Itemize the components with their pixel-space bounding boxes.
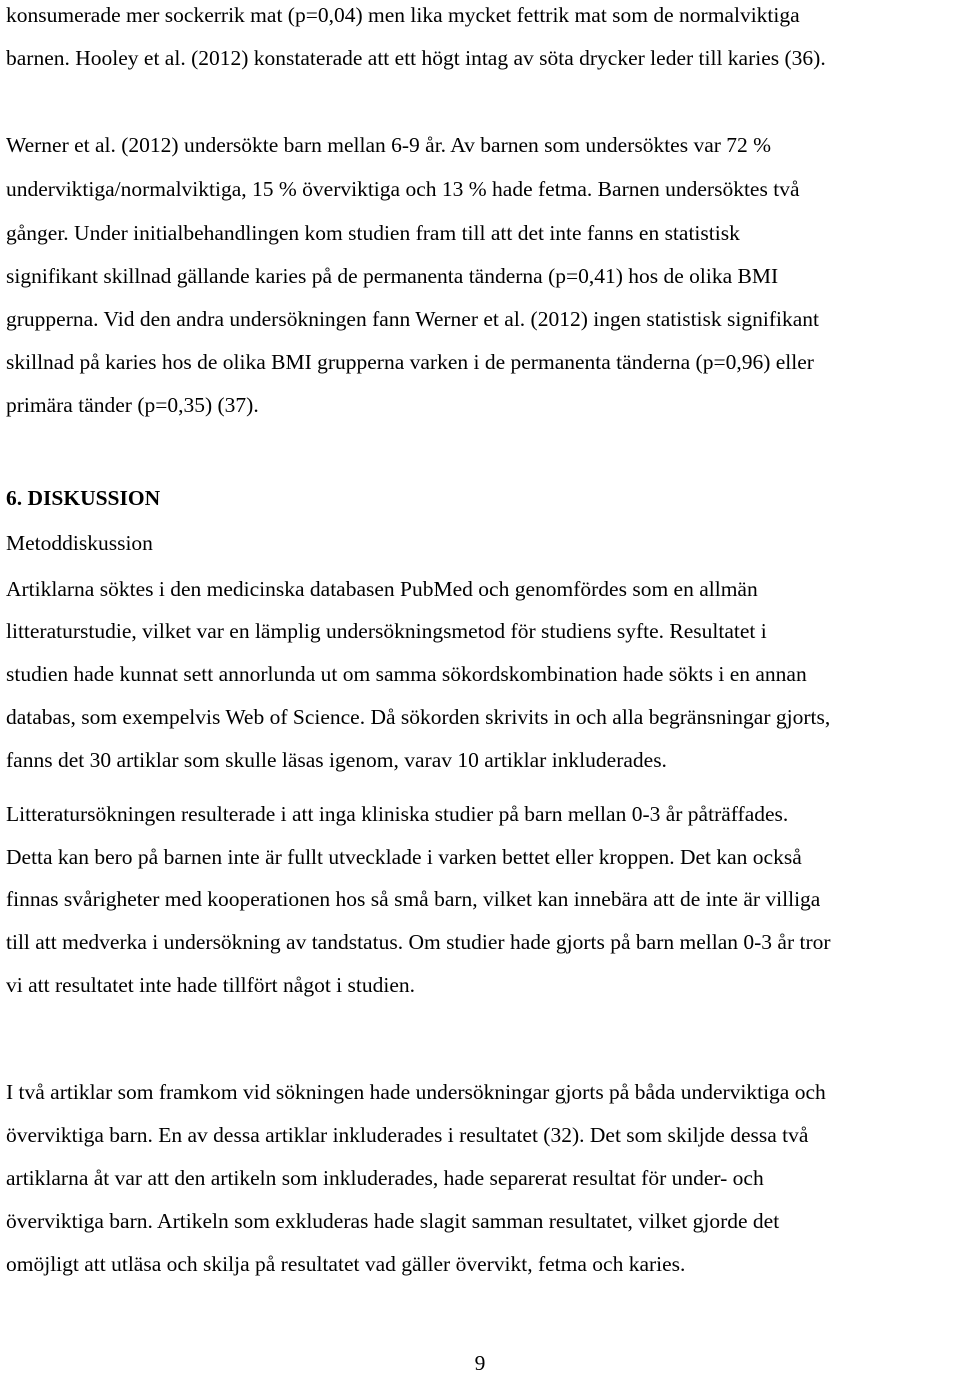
text-line: Werner et al. (2012) undersökte barn mellan 6-9 år. Av barnen som undersöktes var 72 % [6,133,772,157]
document-page [6,0,956,1374]
text-line: omöjligt att utläsa och skilja på resultatet vad gäller övervikt, fetma och karies. [6,1252,686,1276]
subsection-heading: Metoddiskussion [6,531,153,555]
text-line: primära tänder (p=0,35) (37). [6,393,259,417]
text-line: barnen. Hooley et al. (2012) konstaterade att ett högt intag av söta drycker leder till karies (36). [6,46,826,70]
text-line: konsumerade mer sockerrik mat (p=0,04) men lika mycket fettrik mat som de normalviktiga [6,3,800,27]
section-heading: 6. DISKUSSION [6,486,161,510]
text-line: Detta kan bero på barnen inte är fullt utvecklade i varken bettet eller kroppen. Det kan också [6,845,802,869]
text-line: litteraturstudie, vilket var en lämplig undersökningsmetod för studiens syfte. Resultatet i [6,619,767,643]
text-line: grupperna. Vid den andra undersökningen fann Werner et al. (2012) ingen statistisk signifikant [6,307,819,331]
text-line: finnas svårigheter med kooperationen hos så små barn, vilket kan innebära att de inte är villiga [6,887,821,911]
text-line: gånger. Under initialbehandlingen kom studien fram till att det inte fanns en statistisk [6,221,740,245]
text-line: skillnad på karies hos de olika BMI grupperna varken i de permanenta tänderna (p=0,96) eller [6,350,814,374]
text-line: fanns det 30 artiklar som skulle läsas igenom, varav 10 artiklar inkluderades. [6,748,667,772]
text-line: I två artiklar som framkom vid sökningen hade undersökningar gjorts på båda underviktiga och [6,1080,826,1104]
text-line: underviktiga/normalviktiga, 15 % överviktiga och 13 % hade fetma. Barnen undersöktes två [6,177,800,201]
text-line: vi att resultatet inte hade tillfört något i studien. [6,973,415,997]
text-line: överviktiga barn. Artikeln som exkluderas hade slagit samman resultatet, vilket gjorde det [6,1209,780,1233]
text-line: signifikant skillnad gällande karies på de permanenta tänderna (p=0,41) hos de olika BMI [6,264,779,288]
text-line: till att medverka i undersökning av tandstatus. Om studier hade gjorts på barn mellan 0-3 år tror [6,930,831,954]
text-line: Artiklarna söktes i den medicinska databasen PubMed och genomfördes som en allmän [6,577,758,601]
text-line: artiklarna åt var att den artikeln som inkluderades, hade separerat resultat för under- och [6,1166,764,1190]
text-line: Litteratursökningen resulterade i att inga kliniska studier på barn mellan 0-3 år påträffades. [6,802,789,826]
page-number: 9 [474,1351,486,1375]
text-line: studien hade kunnat sett annorlunda ut om samma sökordskombination hade sökts i en annan [6,662,807,686]
text-line: databas, som exempelvis Web of Science. Då sökorden skrivits in och alla begränsningar gjorts, [6,705,831,729]
text-line: överviktiga barn. En av dessa artiklar inkluderades i resultatet (32). Det som skiljde dessa två [6,1123,809,1147]
